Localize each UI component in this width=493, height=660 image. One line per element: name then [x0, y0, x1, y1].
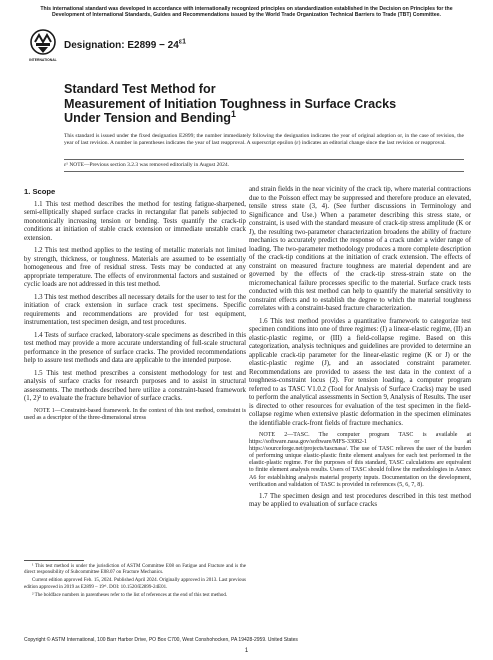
epsilon-note: ε¹ NOTE—Previous section 3.2.3 was removed editorially in August 2024.: [64, 162, 229, 168]
document-title: [64, 82, 464, 126]
left-column: [24, 186, 246, 426]
paragraph-note1-continued: and strain fields in the near vicinity of the crack tip, where material contractions due to the Poisson effect may be suppressed and therefore produce an elevated, tensile stress state (3, 4). (See further discussions in Terminology and Significance and Use.) When a parameter describing this stress state, or constraint, is used with the standard measure of crack-tip stress amplitude (K or J), the resulting two-parameter characterization broadens the ability of fracture mechanics to accurately predict the response of a crack under a wider range of loading. The two-parameter methodology produces a more complete description of the crack-tip conditions at the initiation of crack extension. The effects of constraint on measured fracture toughness are material dependent and are governed by the effects of the crack-tip stress-strain state on the micromechanical failure processes specific to the material. Surface crack tests conducted with this test method can help to quantify the material sensitivity to constraint effects and to establish the degree to which the material toughness correlates with a constraint-based fracture characterization.: [249, 186, 471, 312]
divider-bottom: [64, 171, 464, 172]
note-1: NOTE 1—Constraint-based framework. In the context of this test method, constraint is used as a descriptor of the three-dimensional stress: [24, 407, 246, 421]
footnotes: [24, 560, 246, 601]
title-line-1: Standard Test Method for: [64, 82, 216, 96]
astm-logo: [28, 28, 58, 64]
designation-label: Designation: E2899 − 24: [64, 40, 179, 51]
footnote-1: ¹ This test method is under the jurisdiction of ASTM Committee E08 on Fatigue and Fracture and is the direct responsibility of Subcommittee E08.07 on Fracture Mechanics.: [24, 564, 246, 576]
title-line-3-text: Under Tension and Bending: [64, 111, 231, 125]
paragraph-1-7: 1.7 The specimen design and test procedures described in this test method may be applied to evaluation of surface cracks: [249, 492, 471, 509]
paragraph-1-5: 1.5 This test method prescribes a consistent methodology for test and analysis of surface cracks for research purposes and to assist in structural assessments. The methods described here utilize a constraint-based framework (1, 2)² to evaluate the fracture behavior of surface cracks.: [24, 369, 246, 402]
section-heading-scope: 1. Scope: [24, 187, 56, 196]
designation: [64, 40, 186, 51]
title-footnote-marker: 1: [230, 108, 236, 119]
footnote-rule: [24, 560, 84, 561]
footnote-2: ² The boldface numbers in parentheses refer to the list of references at the end of this test method.: [32, 592, 228, 598]
issuance-statement: This standard is issued under the fixed designation E2899; the number immediately following the designation indicates the year of original adoption or, in the case of revision, the year of last revision. A number in parentheses indicates the year of last reapproval. A superscript epsilon (ε) indicates an editorial change since the last revision or reapproval.: [64, 133, 464, 146]
header-notice: This international standard was developed in accordance with internationally recognized principles on standardization established in the Decision on Principles for the Development of International Standards, Guides and Recommendations issued by the World Trade Organization Technical Barriers to Trade (TBT) Committee.: [40, 6, 453, 19]
paragraph-1-1: 1.1 This test method describes the method for testing fatigue-sharpened, semi-elliptically shaped surface cracks in rectangular flat panels subjected to monotonically increasing tension or bending. Tests quantify the crack-tip conditions at initiation of stable crack extension or immediate unstable crack extension.: [24, 200, 246, 242]
copyright-line: Copyright © ASTM International, 100 Barr Harbor Drive, PO Box C700, West Conshohocken, PA 19428-2959. United States: [24, 637, 298, 643]
logo-caption: INTERNATIONAL: [29, 58, 57, 62]
footnote-1-edition: Current edition approved Feb. 15, 2024. Published April 2024. Originally approved in 2013. Last previous edition approved in 2019 as E2899 – 19ᵉ¹. DOI: 10.1520/E2899-24E01.: [24, 578, 246, 590]
right-column: [249, 186, 471, 514]
title-line-3: [64, 108, 464, 126]
page-number: 1: [244, 648, 249, 654]
title-line-2: Measurement of Initiation Toughness in Surface Cracks: [64, 96, 397, 111]
note-2: NOTE 2—TASC. The computer program TASC is available at https://software.nasa.gov/software/MFS-33082-1 or at https://sourceforge.net/projects/tascnasa/. The use of TASC relieves the user of the burden of performing unique elastic-plastic finite element analyses for each test performed in the elastic-plastic regime. For the purposes of this standard, TASC calculations are equivalent to finite element analysis results. Users of TASC should follow the methodologies in Annex A6 for establishing analysis material property inputs. Documentation on the development, verification and validation of TASC is provided in references (5, 6, 7, 8).: [249, 432, 471, 488]
divider-top: [64, 159, 464, 160]
designation-superscript: ε1: [178, 38, 186, 46]
paragraph-1-6: 1.6 This test method provides a quantitative framework to categorize test specimen conditions into one of three regimes: (I) a linear-elastic regime, (II) an elastic-plastic regime, or (III) a field-collapse regime. Based on this categorization, analysis techniques and guidelines are provided to determine an applicable crack-tip parameter for the linear-elastic regime (K or J) or the elastic-plastic regime (J), and an associated constraint parameter. Recommendations are provided to assess the test data in the context of a toughness-constraint locus (2). For tension loading, a computer program referred to as TASC V1.0.2 (Tool for Analysis of Surface Cracks) may be used to perform the analytical assessments in Section 9, Analysis of Results. The user is directed to other resources for evaluation of the test specimen in the field-collapse regime when extensive plastic deformation in the specimen eliminates the identifiable crack-front fields of fracture mechanics.: [249, 317, 471, 427]
paragraph-1-4: 1.4 Tests of surface cracked, laboratory-scale specimens as described in this test method may provide a more accurate understanding of full-scale structural performance in the presence of surface cracks. The provided recommendations help to assure test methods and data are applicable to the intended purpose.: [24, 331, 246, 364]
paragraph-1-3: 1.3 This test method describes all necessary details for the user to test for the initiation of crack extension in surface crack test specimens. Specific requirements and recommendations are provided for test equipment, instrumentation, test specimen design, and test procedures.: [24, 293, 246, 326]
paragraph-1-2: 1.2 This test method applies to the testing of metallic materials not limited by strength, thickness, or toughness. Materials are assumed to be essentially homogeneous and free of residual stress. Tests may be conducted at any appropriate temperature. The effects of environmental factors and sustained or cyclic loads are not addressed in this test method.: [24, 247, 246, 288]
